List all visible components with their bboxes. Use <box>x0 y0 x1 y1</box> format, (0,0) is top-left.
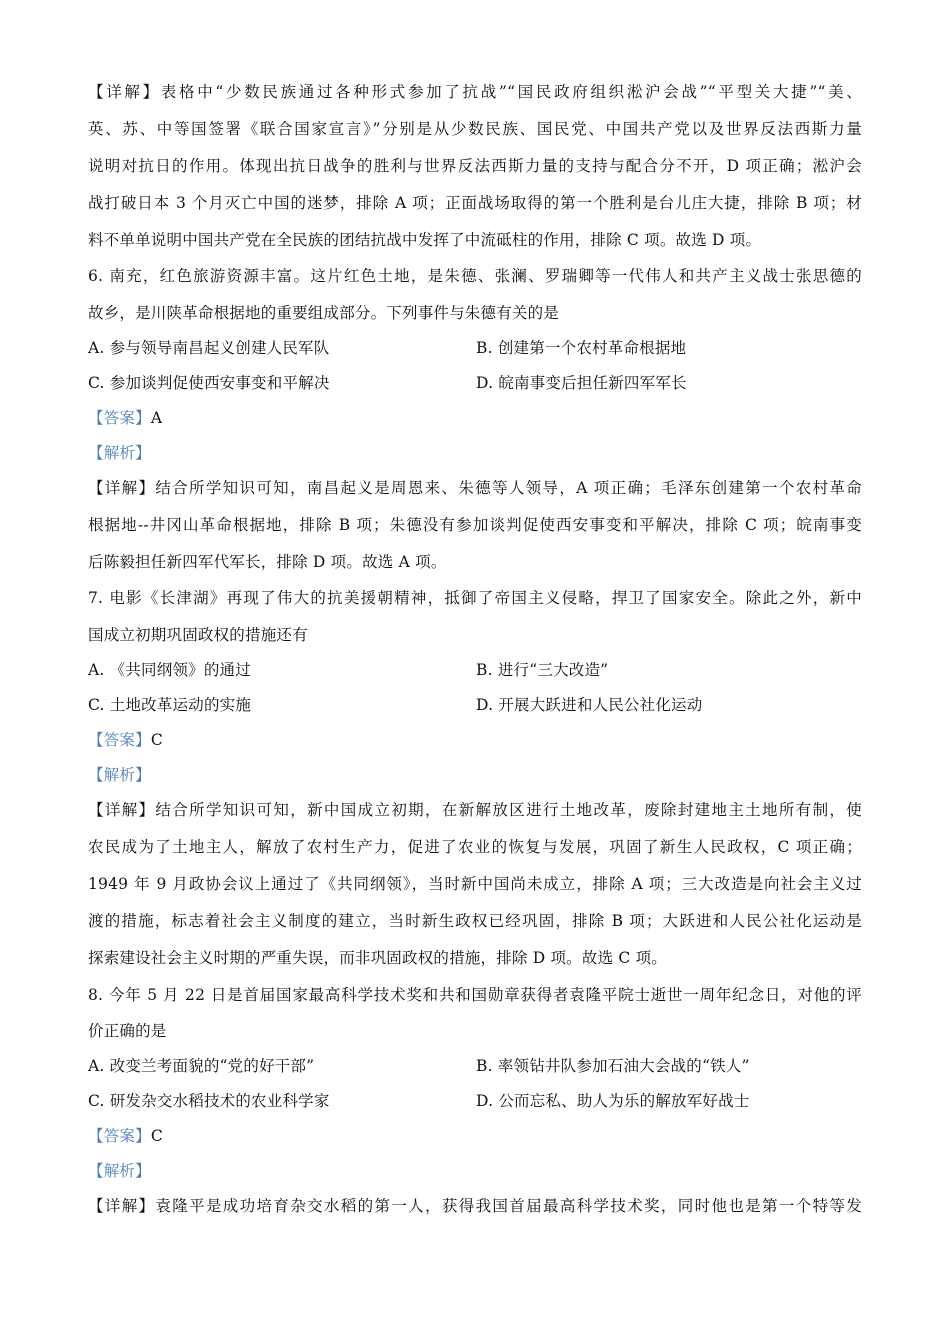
q8-option-a: A. 改变兰考面貌的“党的好干部” <box>88 1057 315 1075</box>
detail-tag: 【详解】 <box>88 801 156 819</box>
q7-detail-line-1: 【详解】结合所学知识可知，新中国成立初期，在新解放区进行土地改革，废除封建地主土地所有制，使 <box>88 801 862 819</box>
q7-detail-line-5: 探索建设社会主义时期的严重失误，而非巩固政权的措施，排除 D 项。故选 C 项。 <box>88 949 667 967</box>
q8-option-d: D. 公而忘私、助人为乐的解放军好战士 <box>476 1092 750 1110</box>
q7-option-d: D. 开展大跃进和人民公社化运动 <box>476 696 703 714</box>
detail-tag: 【详解】 <box>88 83 161 101</box>
q7-option-b: B. 进行“三大改造” <box>476 661 609 679</box>
analysis-tag: 【解析】 <box>88 444 151 462</box>
q7-detail-line-2: 农民成为了土地主人，解放了农村生产力，促进了农业的恢复与发展，巩固了新生人民政权，C 项正确； <box>88 838 862 856</box>
q7-analysis <box>88 765 862 785</box>
detail-tag: 【详解】 <box>88 479 156 497</box>
answer-tag: 【答案】 <box>88 409 151 427</box>
q6-detail-line-1: 【详解】结合所学知识可知，南昌起义是周恩来、朱德等人领导，A 项正确；毛泽东创建第一个农村革命 <box>88 479 862 497</box>
analysis-tag: 【解析】 <box>88 766 151 784</box>
answer-value: C <box>150 1127 163 1145</box>
q5-detail-line-4: 战打破日本 3 个月灭亡中国的迷梦，排除 A 项；正面战场取得的第一个胜利是台儿庄大捷，排除 B 项；材 <box>88 194 862 212</box>
analysis-tag: 【解析】 <box>88 1162 151 1180</box>
q5-detail-line-3: 说明对抗日的作用。体现出抗日战争的胜利与世界反法西斯力量的支持与配合分不开，D 项正确；淞沪会 <box>88 157 862 175</box>
q6-option-b: B. 创建第一个农村革命根据地 <box>476 339 687 357</box>
q6-analysis <box>88 443 862 463</box>
q8-option-b: B. 率领钻井队参加石油大会战的“铁人” <box>476 1057 750 1075</box>
q6-detail-line-3: 后陈毅担任新四军代军长，排除 D 项。故选 A 项。 <box>88 553 447 571</box>
q5-detail-line-1: 【详解】表格中“少数民族通过各种形式参加了抗战”“国民政府组织淞沪会战”“平型关大捷”“美、 <box>88 83 862 101</box>
q7-answer <box>88 730 862 750</box>
q8-option-c: C. 研发杂交水稻技术的农业科学家 <box>88 1092 330 1110</box>
q6-stem-line-2: 故乡，是川陕革命根据地的重要组成部分。下列事件与朱德有关的是 <box>88 304 560 322</box>
q8-detail-line-1: 【详解】袁隆平是成功培育杂交水稻的第一人，获得我国首届最高科学技术奖，同时他也是第一个特等发 <box>88 1197 862 1215</box>
q8-stem-line-1: 8. 今年 5 月 22 日是首届国家最高科学技术奖和共和国勋章获得者袁隆平院士逝世一周年纪念日，对他的评 <box>88 986 862 1004</box>
q7-stem-line-2: 国成立初期巩固政权的措施还有 <box>88 626 308 644</box>
q6-option-c: C. 参加谈判促使西安事变和平解决 <box>88 374 330 392</box>
q7-detail-line-4: 渡的措施，标志着社会主义制度的建立，当时新生政权已经巩固，排除 B 项；大跃进和人民公社化运动是 <box>88 912 862 930</box>
q7-detail-line-3: 1949 年 9 月政协会议上通过了《共同纲领》，当时新中国尚未成立，排除 A 项；三大改造是向社会主义过 <box>88 875 862 893</box>
q6-option-d: D. 皖南事变后担任新四军军长 <box>476 374 687 392</box>
q7-option-c: C. 土地改革运动的实施 <box>88 696 252 714</box>
answer-tag: 【答案】 <box>88 731 151 749</box>
q7-stem-line-1: 7. 电影《长津湖》再现了伟大的抗美援朝精神，抵御了帝国主义侵略，捍卫了国家安全。除此之外，新中 <box>88 589 862 607</box>
q6-stem-line-1: 6. 南充，红色旅游资源丰富。这片红色土地，是朱德、张澜、罗瑞卿等一代伟人和共产主义战士张思德的 <box>88 267 862 285</box>
q6-answer <box>88 408 862 428</box>
q8-analysis <box>88 1161 862 1181</box>
detail-tag: 【详解】 <box>88 1197 156 1215</box>
q5-detail-line-2: 英、苏、中等国签署《联合国家宣言》”分别是从少数民族、国民党、中国共产党以及世界反法西斯力量 <box>88 120 862 138</box>
q6-detail-line-2: 根据地--井冈山革命根据地，排除 B 项；朱德没有参加谈判促使西安事变和平解决，排除 C 项；皖南事变 <box>88 516 862 534</box>
answer-value: C <box>150 731 163 749</box>
q5-detail-line-5: 料不单单说明中国共产党在全民族的团结抗战中发挥了中流砥柱的作用，排除 C 项。故选 D 项。 <box>88 231 762 249</box>
q8-stem-line-2: 价正确的是 <box>88 1022 167 1040</box>
q7-option-a: A. 《共同纲领》的通过 <box>88 661 251 679</box>
q8-answer <box>88 1126 862 1146</box>
answer-tag: 【答案】 <box>88 1127 151 1145</box>
answer-value: A <box>150 409 163 427</box>
q6-option-a: A. 参与领导南昌起义创建人民军队 <box>88 339 330 357</box>
